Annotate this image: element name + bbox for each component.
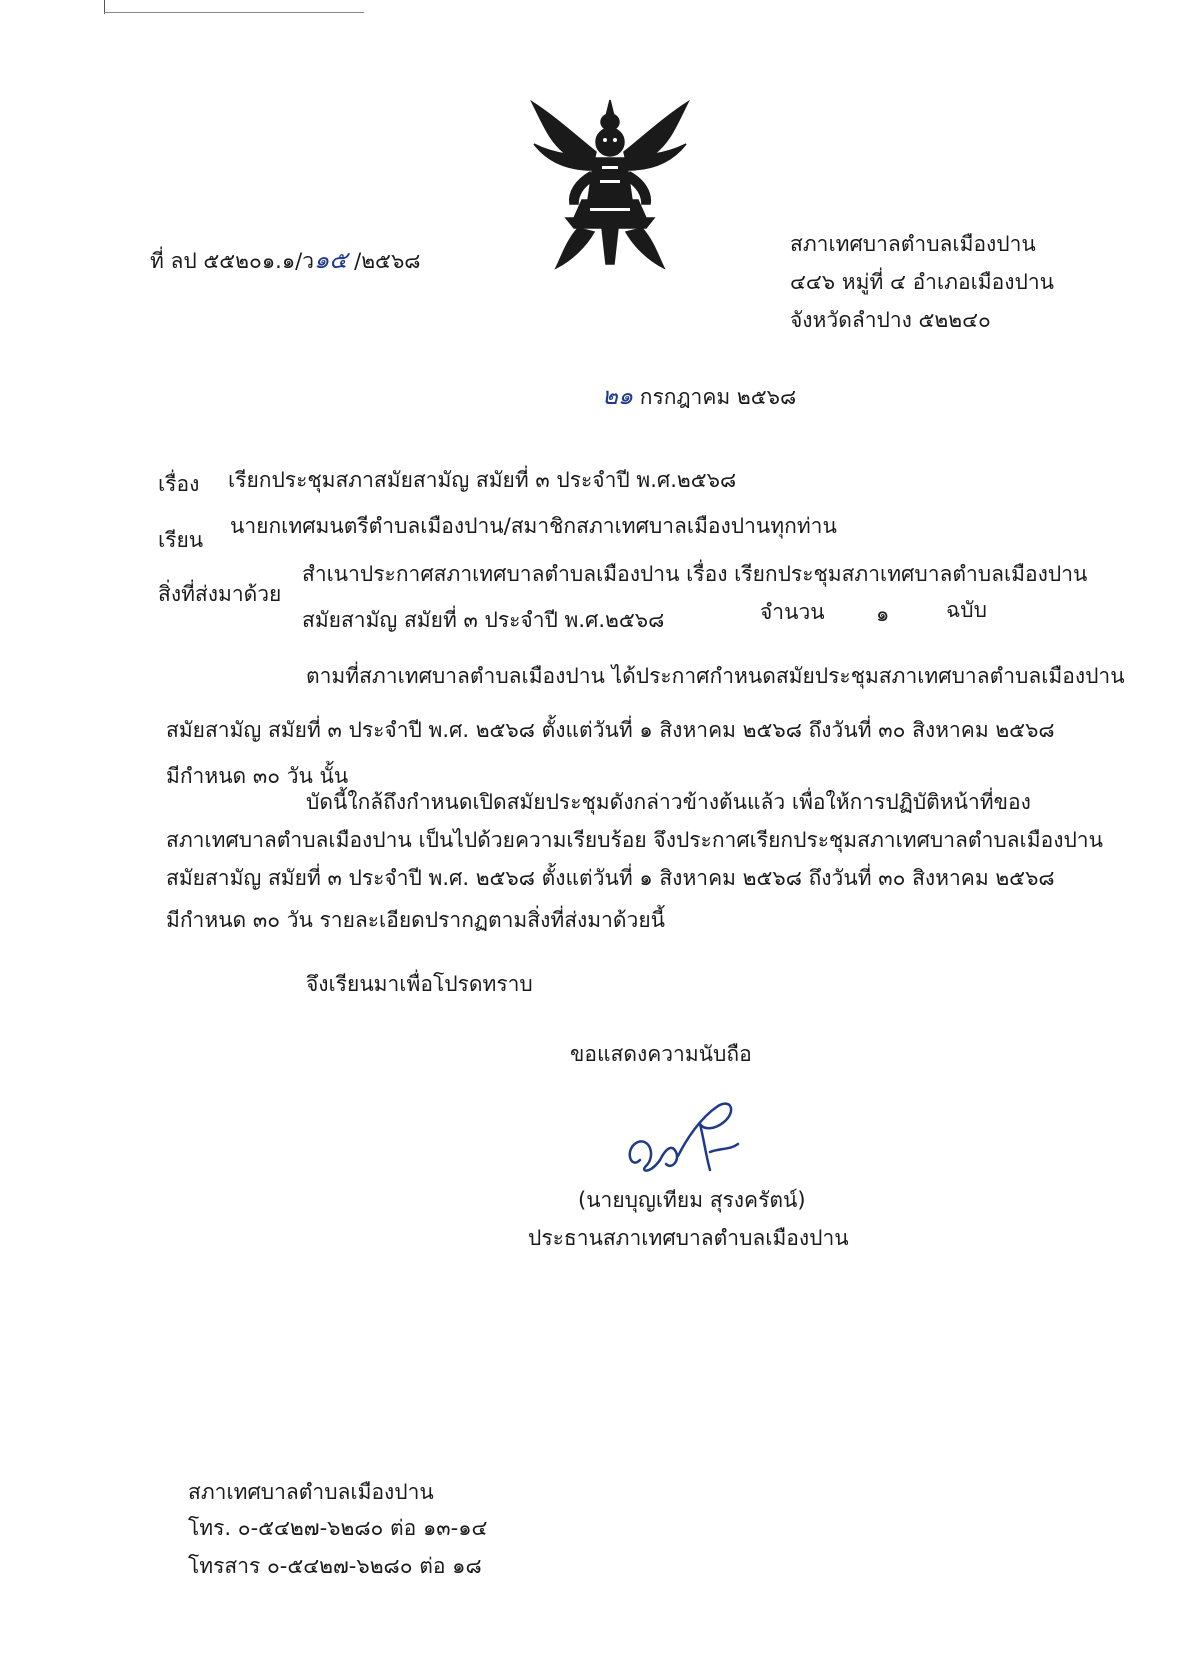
enclosure-label: สิ่งที่ส่งมาด้วย (158, 582, 282, 606)
subject-label: เรื่อง (158, 472, 200, 496)
footer-phone: โทร. ๐-๕๔๒๗-๖๒๘๐ ต่อ ๑๓-๑๔ (188, 1516, 488, 1540)
office-province: จังหวัดลำปาง ๕๒๒๔๐ (790, 308, 991, 332)
footer-fax: โทรสาร ๐-๕๔๒๗-๖๒๘๐ ต่อ ๑๘ (188, 1554, 482, 1578)
enclosure-line2: สมัยสามัญ สมัยที่ ๓ ประจำปี พ.ศ.๒๕๖๘ (302, 608, 665, 632)
reference-suffix: /๒๕๖๘ (354, 249, 421, 273)
enclosure-qty-label: จำนวน (760, 600, 825, 624)
signatory-name: (นายบุญเทียม สุรงครัตน์) (578, 1188, 806, 1212)
body-p2-line2: สภาเทศบาลตำบลเมืองปาน เป็นไปด้วยความเรียบร้อย จึงประกาศเรียกประชุมสภาเทศบาลตำบลเมืองปาน (166, 828, 1103, 852)
recipient-label: เรียน (158, 528, 204, 552)
handwritten-signature-icon (620, 1100, 750, 1180)
enclosure-unit: ฉบับ (946, 598, 987, 622)
subject-text: เรียกประชุมสภาสมัยสามัญ สมัยที่ ๓ ประจำปี พ.ศ.๒๕๖๘ (228, 468, 737, 492)
footer-office: สภาเทศบาลตำบลเมืองปาน (188, 1480, 434, 1504)
body-p1-line2: สมัยสามัญ สมัยที่ ๓ ประจำปี พ.ศ. ๒๕๖๘ ตั้งแต่วันที่ ๑ สิงหาคม ๒๕๖๘ ถึงวันที่ ๓๐ สิงหาคม ๒๕๖๘ (166, 718, 1055, 742)
recipient-text: นายกเทศมนตรีตำบลเมืองปาน/สมาชิกสภาเทศบาลเมืองปานทุกท่าน (230, 514, 837, 538)
scan-artifact (104, 12, 364, 13)
reference-number (150, 246, 420, 275)
date-handwritten-day: ๒๑ (602, 382, 634, 410)
office-address: ๔๔๖ หมู่ที่ ๔ อำเภอเมืองปาน (790, 270, 1054, 294)
enclosure-line1: สำเนาประกาศสภาเทศบาลตำบลเมืองปาน เรื่อง เรียกประชุมสภาเทศบาลตำบลเมืองปาน (302, 562, 1088, 586)
reference-handwritten-number: ๑๕ (314, 246, 348, 274)
garuda-emblem-icon (526, 96, 694, 272)
closing-request: จึงเรียนมาเพื่อโปรดทราบ (306, 972, 533, 996)
signatory-position: ประธานสภาเทศบาลตำบลเมืองปาน (528, 1226, 849, 1250)
body-p2-line4: มีกำหนด ๓๐ วัน รายละเอียดปรากฏตามสิ่งที่ส่งมาด้วยนี้ (166, 908, 665, 932)
office-name: สภาเทศบาลตำบลเมืองปาน (790, 232, 1036, 256)
body-p1-line1: ตามที่สภาเทศบาลตำบลเมืองปาน ได้ประกาศกำหนดสมัยประชุมสภาเทศบาลตำบลเมืองปาน (306, 664, 1125, 688)
body-p2-line1: บัดนี้ใกล้ถึงกำหนดเปิดสมัยประชุมดังกล่าวข้างต้นแล้ว เพื่อให้การปฏิบัติหน้าที่ของ (306, 790, 1031, 814)
date-printed: กรกฎาคม ๒๕๖๘ (639, 385, 797, 409)
letter-date (602, 382, 796, 411)
body-p1-line3: มีกำหนด ๓๐ วัน นั้น (166, 764, 349, 788)
regards: ขอแสดงความนับถือ (570, 1042, 752, 1066)
enclosure-qty: ๑ (876, 602, 890, 626)
reference-prefix: ที่ ลป ๕๕๒๐๑.๑/ว (150, 249, 315, 273)
body-p2-line3: สมัยสามัญ สมัยที่ ๓ ประจำปี พ.ศ. ๒๕๖๘ ตั้งแต่วันที่ ๑ สิงหาคม ๒๕๖๘ ถึงวันที่ ๓๐ สิงหาคม ๒๕๖๘ (166, 866, 1055, 890)
